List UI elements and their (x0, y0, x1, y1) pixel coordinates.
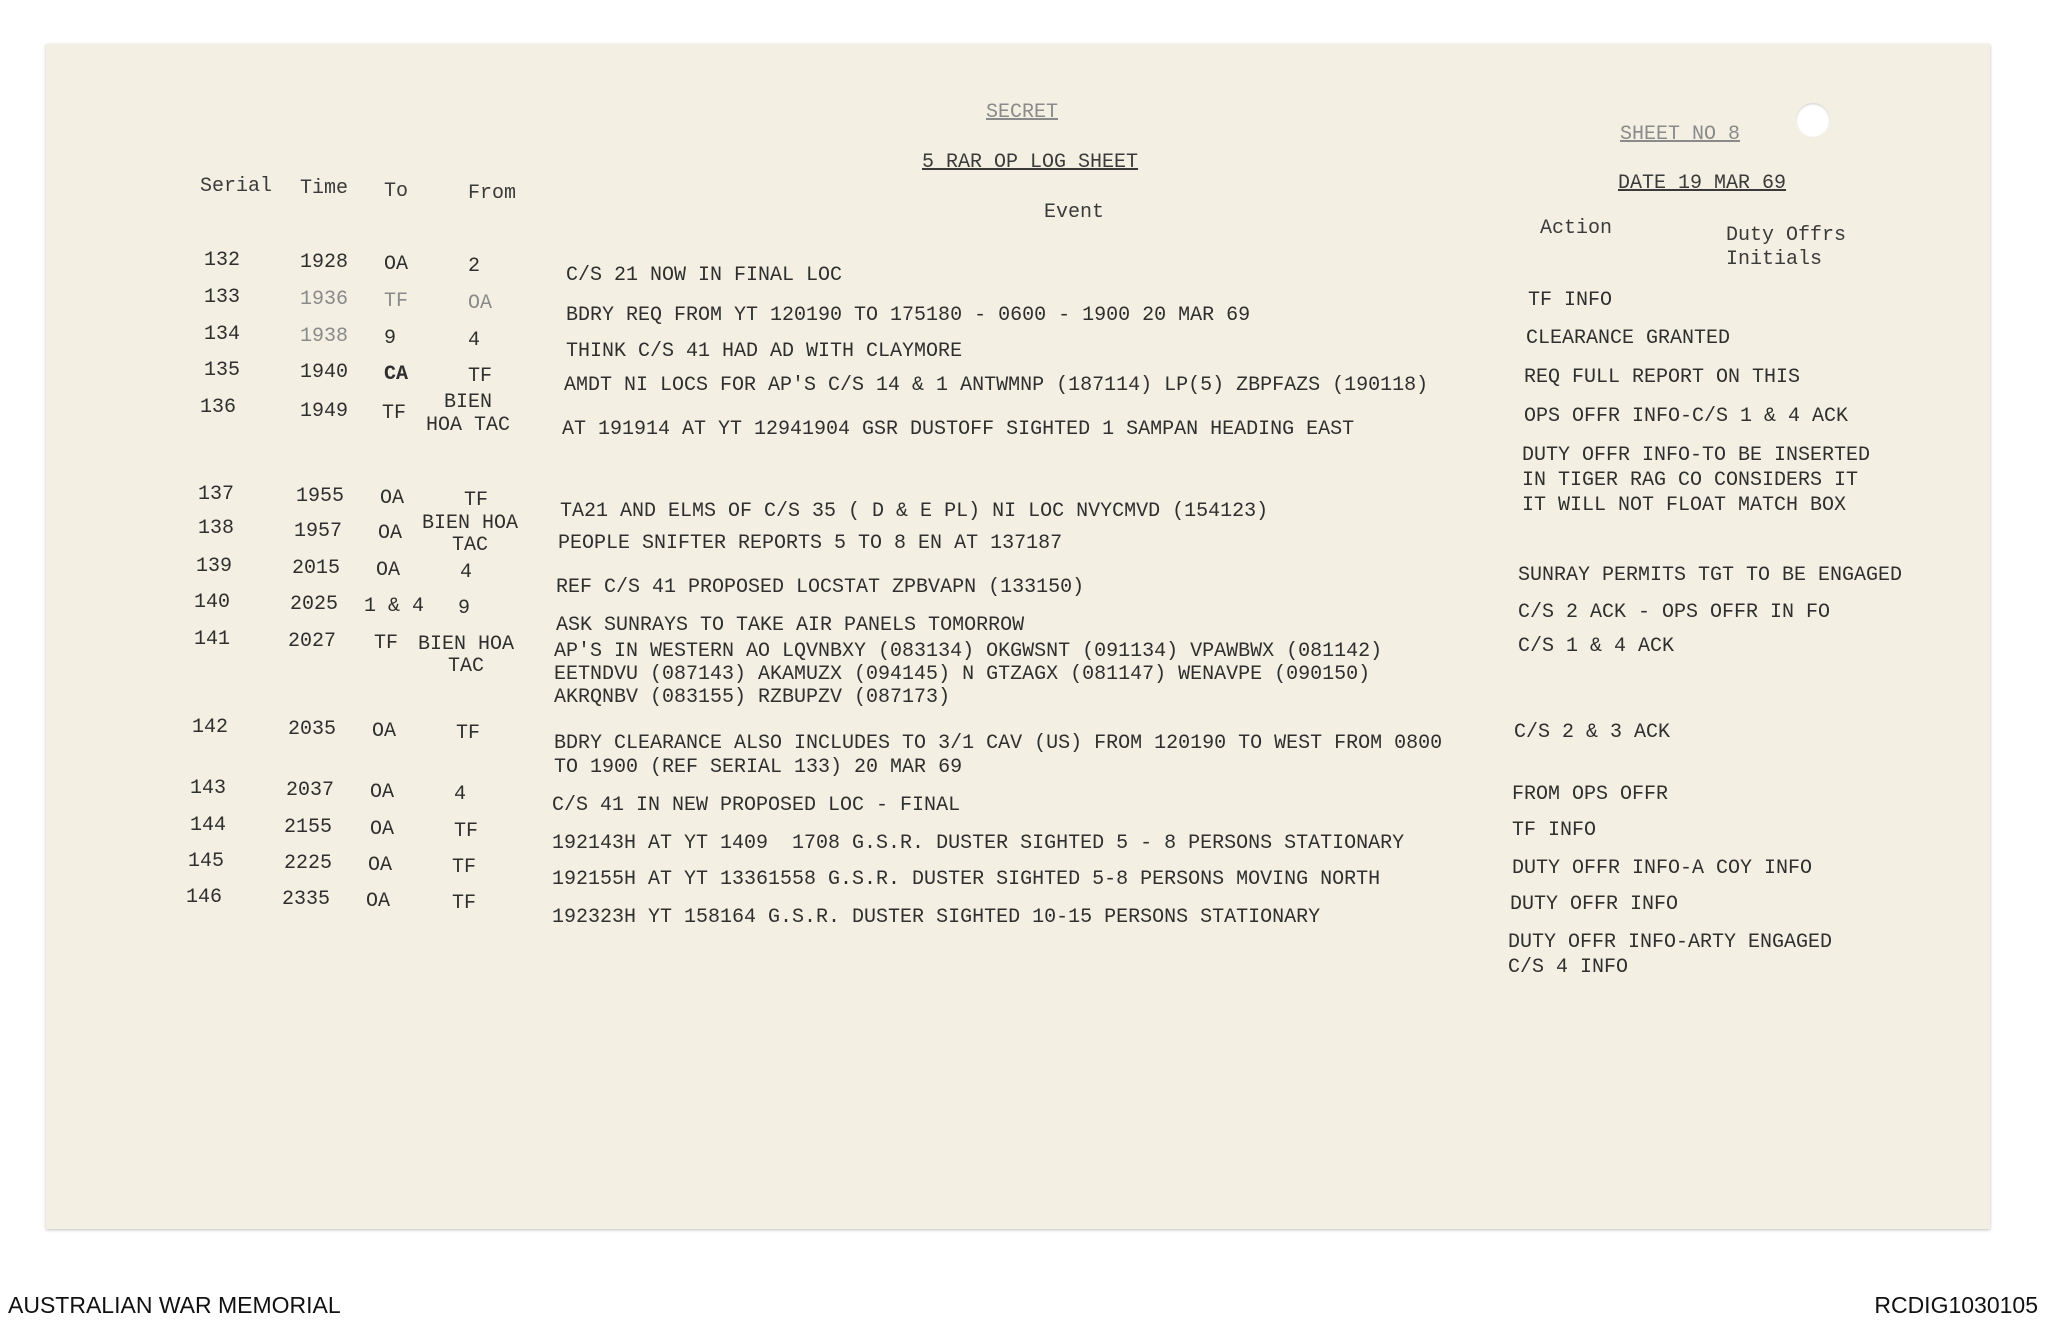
row-event: BDRY CLEARANCE ALSO INCLUDES TO 3/1 CAV (US) FROM 120190 TO WEST FROM 0800 TO 1900 (REF SERIAL 133) 20 MAR 69 (554, 732, 1443, 779)
row-from: TF (464, 489, 489, 512)
archive-reference: RCDIG1030105 (1874, 1292, 2038, 1318)
row-serial: 144 (190, 814, 227, 837)
extra-action-note: DUTY OFFR INFO-ARTY ENGAGED C/S 4 INFO (1508, 931, 1833, 979)
row-action: OPS OFFR INFO-C/S 1 & 4 ACK (1524, 405, 1849, 428)
archive-credit: AUSTRALIAN WAR MEMORIAL (8, 1292, 341, 1318)
row-action: FROM OPS OFFR (1512, 783, 1669, 806)
row-serial: 134 (204, 323, 241, 346)
row-to: 1 & 4 (364, 595, 425, 618)
row-event: 192155H AT YT 13361558 G.S.R. DUSTER SIGHTED 5-8 PERSONS MOVING NORTH (552, 868, 1381, 891)
row-to: CA (384, 363, 409, 386)
row-time: 1957 (294, 520, 343, 543)
row-from: TF (452, 856, 477, 879)
row-time: 2155 (284, 816, 333, 839)
row-event: REF C/S 41 PROPOSED LOCSTAT ZPBVAPN (133150) (556, 576, 1085, 599)
row-serial: 145 (188, 850, 225, 873)
row-serial: 141 (194, 628, 231, 651)
row-serial: 135 (204, 359, 241, 382)
row-event: C/S 21 NOW IN FINAL LOC (566, 264, 843, 287)
row-action: CLEARANCE GRANTED (1526, 327, 1731, 350)
row-time: 2037 (286, 779, 335, 802)
punch-hole (1796, 103, 1830, 137)
row-event: ASK SUNRAYS TO TAKE AIR PANELS TOMORROW (556, 614, 1025, 637)
row-to: TF (382, 402, 407, 425)
row-event: C/S 41 IN NEW PROPOSED LOC - FINAL (552, 794, 961, 817)
row-to: OA (370, 781, 395, 804)
row-from: TF (456, 722, 481, 745)
row-time: 2035 (288, 718, 337, 741)
row-serial: 139 (196, 555, 233, 578)
column-header-event: Event (1044, 201, 1105, 224)
row-event: THINK C/S 41 HAD AD WITH CLAYMORE (566, 340, 963, 363)
row-event: PEOPLE SNIFTER REPORTS 5 TO 8 EN AT 137187 (558, 532, 1063, 555)
row-time: 1938 (300, 325, 349, 348)
row-event: AT 191914 AT YT 12941904 GSR DUSTOFF SIGHTED 1 SAMPAN HEADING EAST (562, 418, 1355, 441)
row-to: TF (384, 290, 409, 313)
row-to: OA (368, 854, 393, 877)
row-serial: 143 (190, 777, 227, 800)
row-from: 4 (460, 561, 473, 584)
row-action: C/S 2 & 3 ACK (1514, 721, 1671, 744)
row-from: TF (454, 820, 479, 843)
row-action: C/S 2 ACK - OPS OFFR IN FO (1518, 601, 1831, 624)
classification-marking: SECRET (986, 101, 1059, 124)
row-action: REQ FULL REPORT ON THIS (1524, 366, 1801, 389)
column-header-from: From (468, 182, 517, 205)
row-to: TF (374, 632, 399, 655)
row-serial: 132 (204, 249, 241, 272)
row-time: 1928 (300, 251, 349, 274)
row-time: 2015 (292, 557, 341, 580)
row-from: 4 (454, 783, 467, 806)
row-serial: 136 (200, 396, 237, 419)
row-to: OA (380, 487, 405, 510)
row-from: 4 (468, 329, 481, 352)
sheet-number: SHEET NO 8 (1620, 123, 1741, 146)
row-action: DUTY OFFR INFO (1510, 893, 1679, 916)
row-from: 9 (458, 597, 471, 620)
row-time: 2025 (290, 593, 339, 616)
row-action: SUNRAY PERMITS TGT TO BE ENGAGED (1518, 564, 1903, 587)
row-time: 1936 (300, 288, 349, 311)
sheet-date: DATE 19 MAR 69 (1618, 172, 1787, 195)
row-time: 2335 (282, 888, 331, 911)
row-to: OA (372, 720, 397, 743)
row-from: 2 (468, 255, 481, 278)
row-time: 2027 (288, 630, 337, 653)
row-from: BIEN HOA TAC (422, 512, 519, 557)
row-from: BIEN HOA TAC (418, 633, 515, 678)
row-action: DUTY OFFR INFO-TO BE INSERTED IN TIGER RAG CO CONSIDERS IT IT WILL NOT FLOAT MATCH BOX (1522, 444, 1871, 517)
row-to: OA (370, 818, 395, 841)
row-time: 1955 (296, 485, 345, 508)
row-serial: 137 (198, 483, 235, 506)
column-header-initials: Duty Offrs Initials (1726, 224, 1847, 271)
row-serial: 138 (198, 517, 235, 540)
row-to: OA (376, 559, 401, 582)
row-action: DUTY OFFR INFO-A COY INFO (1512, 857, 1813, 880)
column-header-time: Time (300, 177, 349, 200)
row-time: 1940 (300, 361, 349, 384)
column-header-serial: Serial (200, 175, 273, 198)
row-action: TF INFO (1528, 289, 1613, 312)
row-from: BIEN HOA TAC (426, 391, 511, 437)
row-time: 1949 (300, 400, 349, 423)
row-event: AMDT NI LOCS FOR AP'S C/S 14 & 1 ANTWMNP (187114) LP(5) ZBPFAZS (190118) (564, 374, 1429, 397)
row-event: 192143H AT YT 1409 1708 G.S.R. DUSTER SIGHTED 5 - 8 PERSONS STATIONARY (552, 832, 1405, 855)
row-to: OA (384, 253, 409, 276)
row-action: C/S 1 & 4 ACK (1518, 635, 1675, 658)
row-to: 9 (384, 327, 397, 350)
row-serial: 133 (204, 286, 241, 309)
row-from: TF (468, 365, 493, 388)
row-to: OA (378, 522, 403, 545)
row-action: TF INFO (1512, 819, 1597, 842)
column-header-to: To (384, 180, 409, 203)
row-time: 2225 (284, 852, 333, 875)
row-event: BDRY REQ FROM YT 120190 TO 175180 - 0600 - 1900 20 MAR 69 (566, 304, 1251, 327)
row-serial: 146 (186, 886, 223, 909)
row-event: AP'S IN WESTERN AO LQVNBXY (083134) OKGWSNT (091134) VPAWBWX (081142) EETNDVU (087143) AKAMUZX (094145) N GTZAGX (081147) WENAVPE (090150) AKRQNBV (083155) RZBUPZV (087173) (554, 640, 1383, 709)
row-event: TA21 AND ELMS OF C/S 35 ( D & E PL) NI LOC NVYCMVD (154123) (560, 500, 1269, 523)
document-title: 5 RAR OP LOG SHEET (922, 151, 1139, 174)
column-header-action: Action (1540, 217, 1613, 240)
row-serial: 140 (194, 591, 231, 614)
row-to: OA (366, 890, 391, 913)
row-serial: 142 (192, 716, 229, 739)
row-from: TF (452, 892, 477, 915)
row-from: OA (468, 292, 493, 315)
row-event: 192323H YT 158164 G.S.R. DUSTER SIGHTED 10-15 PERSONS STATIONARY (552, 906, 1321, 929)
